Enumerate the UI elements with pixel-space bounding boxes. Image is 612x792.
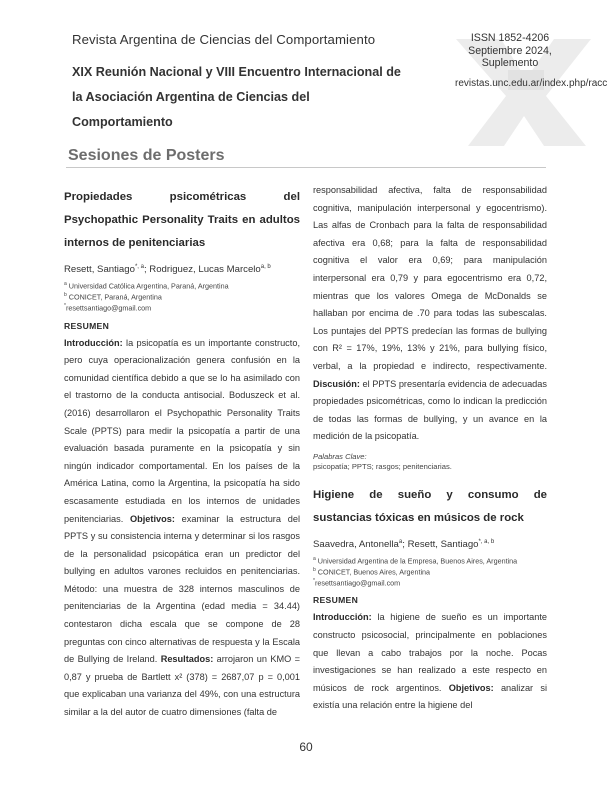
article1-intro-text: la psicopatía es un importante constructo, pero cuya operacionalización genera confusión en la comunidad científica debido a que se lo ha asimilado con el trastorno de la conducta antisocial. Boduszeck et al. (2016) desarrollaron el Psychopathic Personality Traits Scale (PPTS) para medir la psicopatía a partir de una evaluación basada puramente en la psicopatía y sin ningún indicador comportamental. En los países de la América Latina, como la Argentina, la psicopatía ha sido escasamente estudiada en los internos de unidades penitenciarias. xyxy=(64,337,300,524)
article1-email[interactable]: *resettsantiago@gmail.com xyxy=(64,302,152,313)
article2-author2-sup: *, a, b xyxy=(478,538,495,545)
section-title: Sesiones de Posters xyxy=(68,147,225,164)
article1-col2-text: responsabilidad afectiva, falta de responsabilidad cognitiva, manipulación interpersonal y egocentrismo). Las alfas de Cronbach para la falta de responsabilidad afectiva era 0,68; para la falta de responsabilidad cognitiva el valor era 0,69; para manipulación interpersonal era 0,79 y para egocentrismo era 0,72, mientras que los valores Omega de McDonalds se hallaban por encima de .70 para todas las subescalas. Los puntajes del PPTS predecían las formas de bullying con R² = 17%, 19%, 13% y 21%, para bullying físico, verbal, a la propiedad e indirecto, respectivamente. xyxy=(313,185,547,371)
section-divider xyxy=(66,167,546,168)
meeting-title-line3: Comportamiento xyxy=(72,115,173,129)
article1-res-text: arrojaron un KMO = 0,87 y prueba de Bartlett x² (378) = 2687,07 p = 0,001 que explicaban una varianza del 49%, con una estructura similar a la del autor de cuatro dimensiones (falta de xyxy=(64,654,300,718)
issue-date: Septiembre 2024, xyxy=(468,44,552,57)
article2-affiliations xyxy=(313,555,547,587)
article1-resumen-heading: RESUMEN xyxy=(64,320,110,331)
article2-obj-label: Objetivos: xyxy=(448,682,494,693)
article2-author1: Saavedra, Antonella xyxy=(313,539,399,551)
article1-author1: Resett, Santiago xyxy=(64,264,135,276)
article2-intro-label: Introducción: xyxy=(313,612,372,623)
article1-obj-label: Objetivos: xyxy=(130,513,175,524)
article2-author1-sup: a xyxy=(398,538,403,545)
page-number: 60 xyxy=(299,740,313,754)
article2-authors xyxy=(313,536,547,551)
article1-aff-a: $^a$ Universidad Católica Argentina, Paraná, Argentina xyxy=(64,281,229,291)
right-column xyxy=(313,186,547,715)
article2-obj-text: analizar si existía una relación entre la higiene del xyxy=(313,682,547,711)
article1-author1-sup: *, a xyxy=(134,264,144,270)
journal-url[interactable]: revistas.unc.edu.ar/index.php/racc xyxy=(455,77,608,89)
journal-title: Revista Argentina de Ciencias del Comportamiento xyxy=(72,32,376,47)
article2-author-sep: ; xyxy=(402,539,408,551)
article1-author2: Rodriguez, Lucas Marcelo xyxy=(149,264,261,276)
article2-aff-b: $^b$ CONICET, Buenos Aires, Argentina xyxy=(313,566,431,577)
meeting-title-line2: la Asociación Argentina de Ciencias del xyxy=(72,90,310,104)
article1-title: Propiedades psicométricas del Psychopathic Personality Traits en adultos internos de penitenciarias xyxy=(64,191,300,249)
article1-authors xyxy=(64,261,300,276)
article2-intro-text: la higiene de sueño es un importante constructo psicosocial, principalmente en poblaciones que llevan a cabo trabajos por la noche. Pocas investigaciones se han realizado a este respecto en músicos de rock argentinos. xyxy=(313,612,547,693)
article1-disc-label: Discusión: xyxy=(313,378,360,389)
article1-aff-b: $^b$ CONICET, Paraná, Argentina xyxy=(64,291,162,302)
left-column xyxy=(64,186,300,722)
article2-abstract xyxy=(313,609,547,715)
article1-abstract-continued xyxy=(313,182,547,446)
article1-obj-text: examinar la estructura del PPTS y su consistencia interna y determinar si los rasgos de la personalidad psicopática eran un predictor del bullying en adultos varones recluidos en penitenciarias. Método: una muestra de 328 internos masculinos de penitenciarias de la Argentina (edad media = 34.44) contestaron dicha escala que se compone de 28 preguntas con cinco alternativas de respuesta y la Escala de Bullying de Ireland. xyxy=(64,513,300,665)
article1-abstract xyxy=(64,335,300,722)
article1-keywords xyxy=(313,452,547,472)
article1-author-sep: ; xyxy=(143,264,150,276)
article2-aff-a: $^a$ Universidad Argentina de la Empresa, Buenos Aires, Argentina xyxy=(313,556,518,566)
article1-affiliations xyxy=(64,280,300,312)
article2-resumen-heading: RESUMEN xyxy=(313,595,359,606)
article1-intro-label: Introducción: xyxy=(64,337,123,348)
article2-title: Higiene de sueño y consumo de sustancias tóxicas en músicos de rock xyxy=(313,488,547,524)
article1-keywords-label: Palabras Clave: xyxy=(313,451,367,461)
article1-disc-text: el PPTS presentaría evidencia de adecuadas propiedades psicométricas, como lo indican la predicción de todas las formas de bullying, y un avance en la medición de la psicopatía. xyxy=(313,378,547,442)
meeting-title xyxy=(72,60,452,135)
supplement-label: Suplemento xyxy=(481,57,539,69)
article1-author2-sup: a, b xyxy=(260,264,271,270)
article2-email[interactable]: *resettsantiago@gmail.com xyxy=(313,577,401,588)
article1-keywords-text: psicopatía; PPTS; rasgos; penitenciarias. xyxy=(313,461,452,471)
article1-res-label: Resultados: xyxy=(160,654,214,665)
issn-block xyxy=(455,32,608,90)
article2-author2: Resett, Santiago xyxy=(407,539,479,551)
issn: ISSN 1852-4206 xyxy=(470,32,550,44)
meeting-title-line1: XIX Reunión Nacional y VIII Encuentro Internacional de xyxy=(72,65,401,79)
